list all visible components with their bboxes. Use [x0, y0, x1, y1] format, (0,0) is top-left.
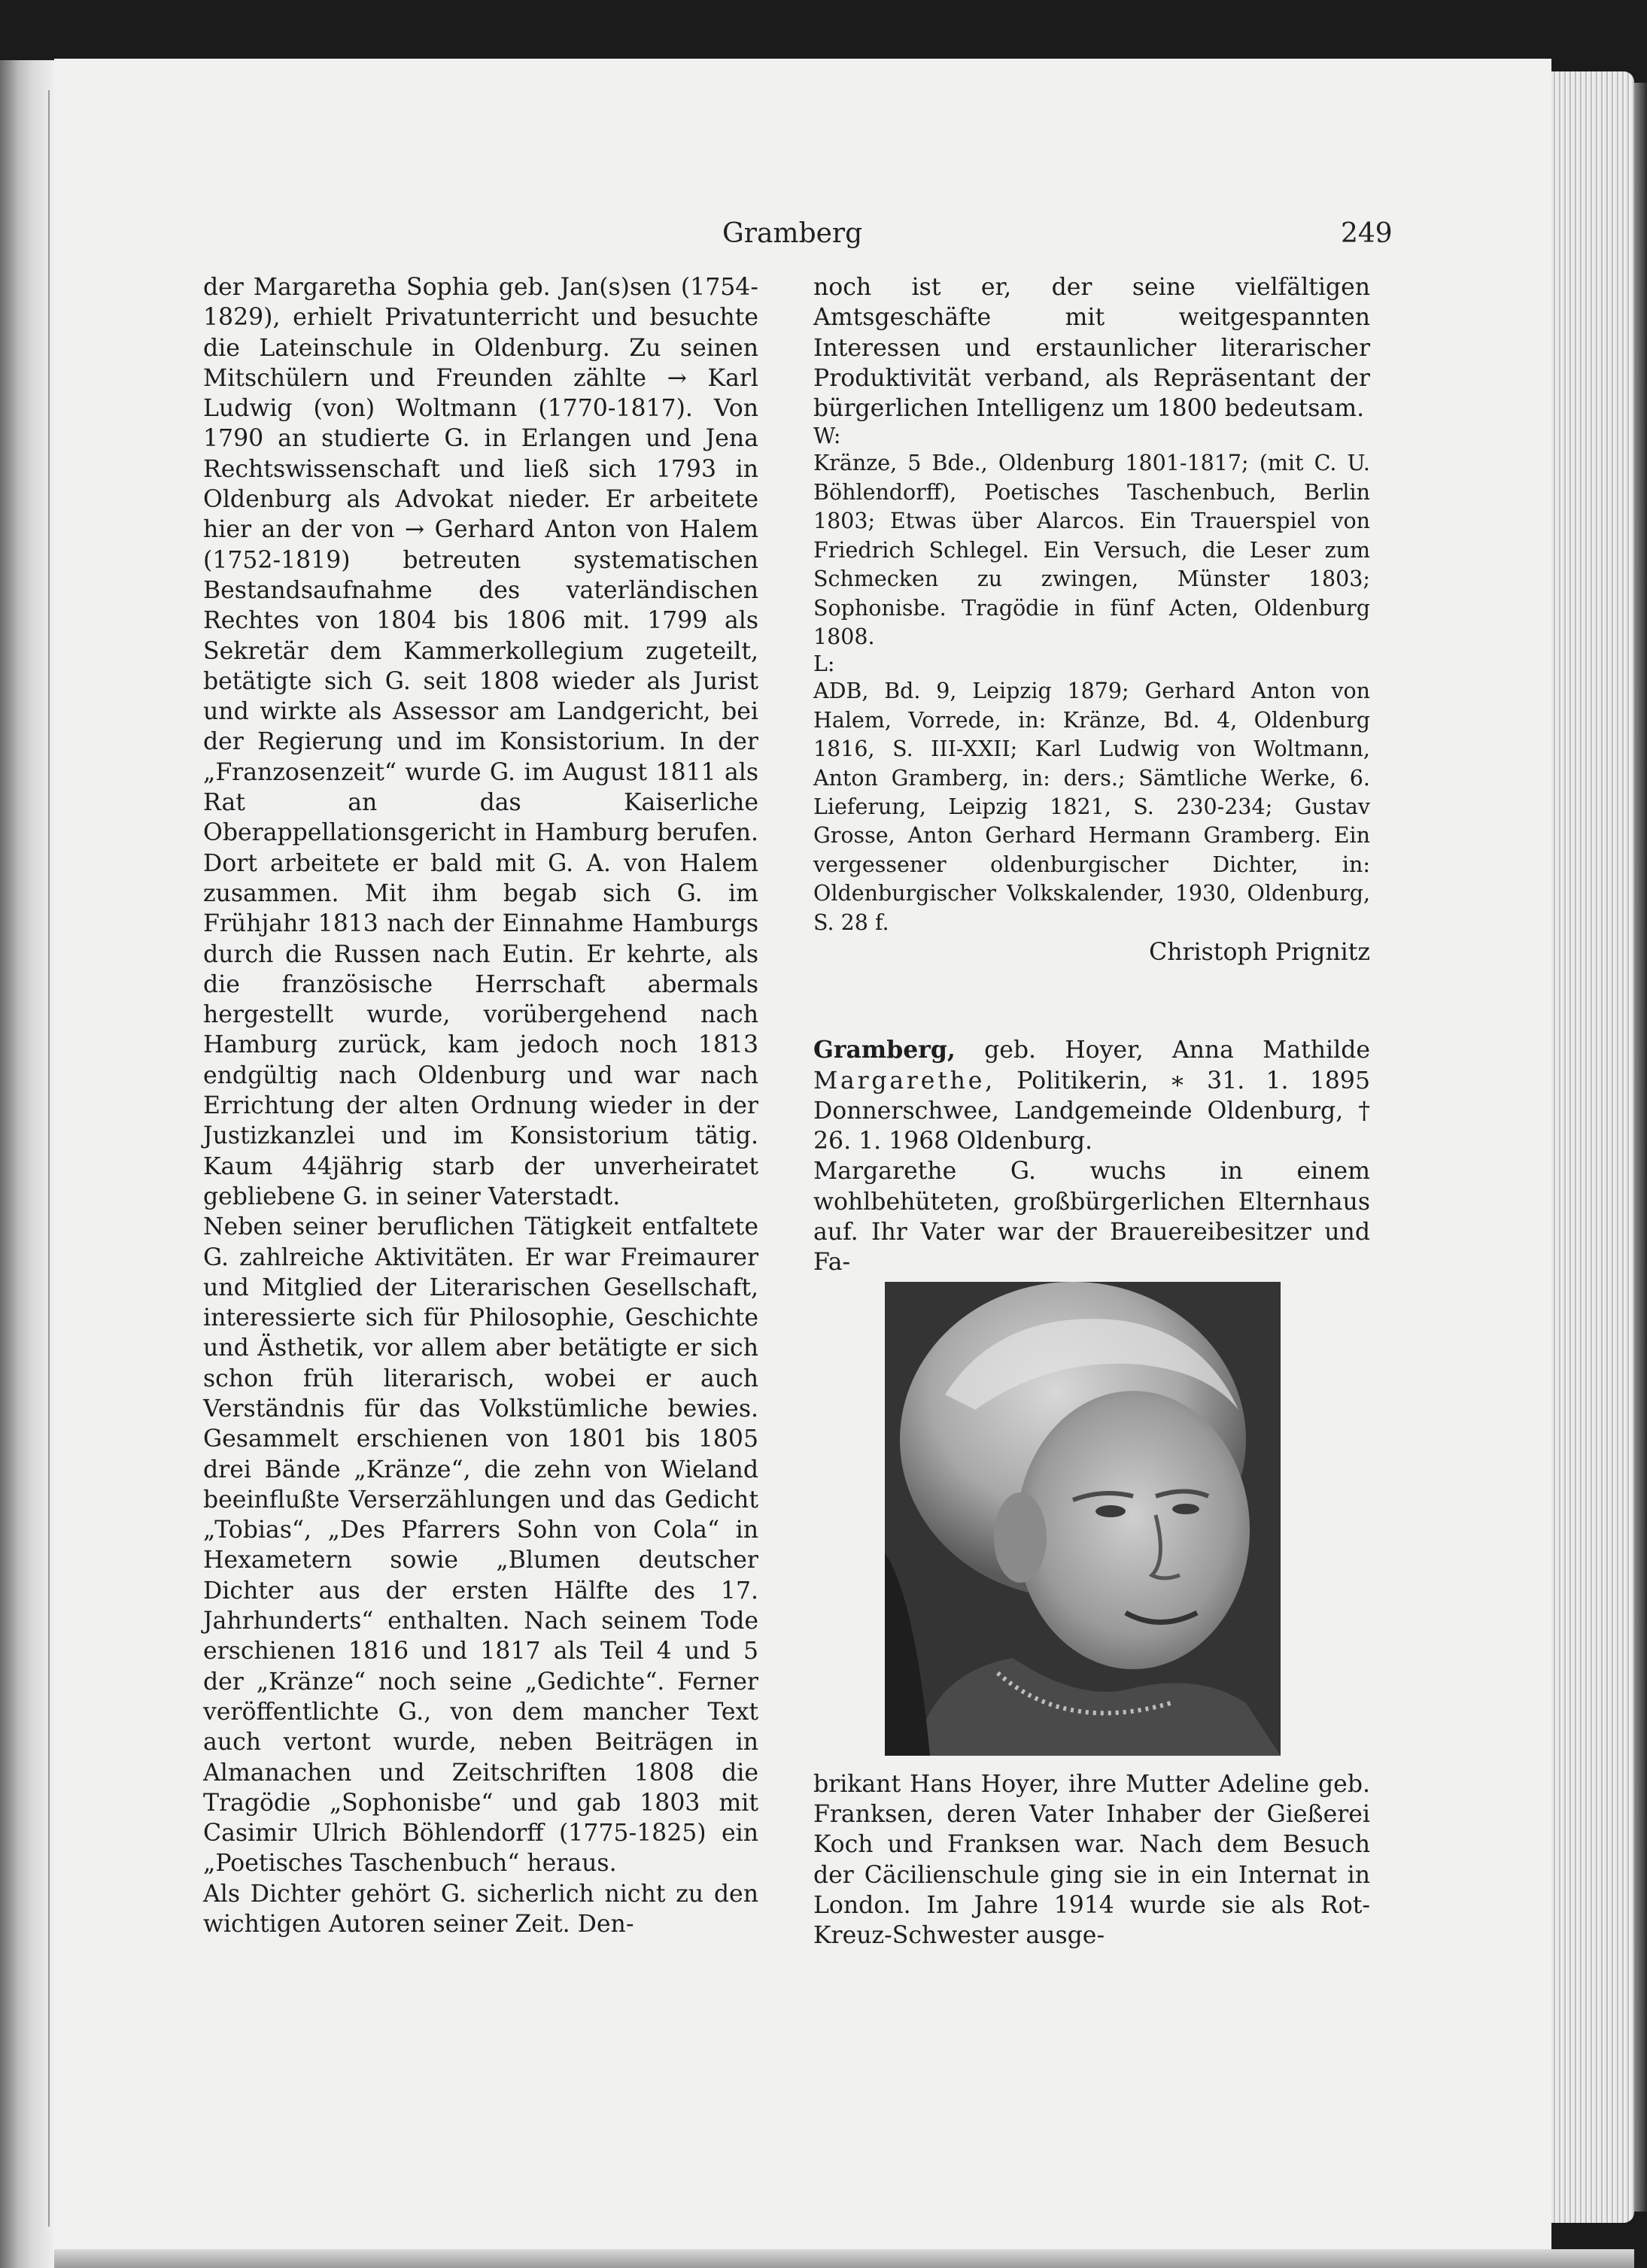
right-intro-paragraph: noch ist er, der seine vielfältigen Amtsgeschäfte mit weitgespannten Interessen und erstaunlicher literarischer Produktivität verband, als Repräsentant der bürgerlichen Intelligenz um 1800 bedeutsam. [813, 274, 1370, 423]
bottom-edge [54, 2249, 1634, 2268]
portrait-photo-slot [813, 1282, 1370, 1763]
portrait-photo [885, 1282, 1281, 1756]
works-label: W: [813, 424, 841, 449]
entry-text-1: Margarethe G. wuchs in einem wohlbehüteten, großbürgerlichen Elternhaus auf. Ihr Vater war der Brauereibesitzer und Fa- [813, 1158, 1370, 1277]
entry-dates: Politikerin, ∗ 31. 1. 1895 Donnerschwee, Landgemeinde Oldenburg, † 26. 1. 1968 Oldenburg. [813, 1067, 1371, 1155]
left-paragraph-3: Als Dichter gehört G. sicherlich nicht zu den wichtigen Autoren seiner Zeit. Den- [203, 1880, 758, 1939]
entry-lemma: Gramberg, [813, 1036, 956, 1064]
left-paragraph-1: der Margaretha Sophia geb. Jan(s)sen (1754-1829), erhielt Privatunterricht und besuchte die Lateinschule in Oldenburg. Zu seinen Mitschülern und Freunden zählte → Karl Ludwig (von) Woltmann (1770-1817). Von 1790 an studierte G. in Erlangen und Jena Rechtswissenschaft und ließ sich 1793 in Oldenburg als Advokat nieder. Er arbeitete hier an der von → Gerhard Anton von Halem (1752-1819) betreuten systematischen Bestandsaufnahme des vaterländischen Rechtes von 1804 bis 1806 mit. 1799 als Sekretär dem Kammerkollegium zugeteilt, betätigte sich G. seit 1808 wieder als Jurist und wirkte als Assessor am Landgericht, bei der Regierung und im Konsistorium. In der „Franzosenzeit“ wurde G. im August 1811 als Rat an das Kaiserliche Oberappellationsgericht in Hamburg berufen. Dort arbeitete er bald mit G. A. von Halem zusammen. Mit ihm begab sich G. im Frühjahr 1813 nach der Einnahme Hamburgs durch die Russen nach Eutin. Er kehrte, als die französische Herrschaft abermals hergestellt wurde, vorübergehend nach Hamburg zurück, kam jedoch noch 1813 endgültig nach Oldenburg und war nach Errichtung der alten Ordnung wieder in der Justizkanzlei und im Konsistorium tätig. Kaum 44jährig starb der unverheiratet gebliebene G. in seiner Vaterstadt. [203, 274, 758, 1210]
left-paragraph-2: Neben seiner beruflichen Tätigkeit entfaltete G. zahlreiche Aktivitäten. Er war Freimaurer und Mitglied der Literarischen Gesellschaft, interessierte sich für Philosophie, Geschichte und Ästhetik, vor allem aber betätigte er sich schon früh literarisch, wobei er auch Verständnis für das Volkstümliche bewies. Gesammelt erschienen von 1801 bis 1805 drei Bände „Kränze“, die zehn von Wieland beeinflußte Verserzählungen und das Gedicht „Tobias“, „Des Pfarrers Sohn von Cola“ in Hexametern sowie „Blumen deutscher Dichter aus der ersten Hälfte des 17. Jahrhunderts“ enthalten. Nach seinem Tode erschienen 1816 und 1817 als Teil 4 und 5 der „Kränze“ noch seine „Gedichte“. Ferner veröffentlichte G., von dem mancher Text auch vertont wurde, neben Beiträgen in Almanachen und Zeitschriften 1808 die Tragödie „Sophonisbe“ und gab 1803 mit Casimir Ulrich Böhlendorff (1775-1825) ein „Poetisches Taschenbuch“ heraus. [203, 1213, 758, 1878]
gutter-shadow [0, 60, 54, 2268]
entry-names: geb. Hoyer, Anna Mathilde [984, 1037, 1371, 1064]
portrait-image [885, 1282, 1281, 1756]
entry-text-2: brikant Hans Hoyer, ihre Mutter Adeline geb. Franksen, deren Vater Inhaber der Gießerei Koch und Franksen war. Nach dem Besuch der Cäcilienschule ging sie in ein Internat in London. Im Jahre 1914 wurde sie als Rot-Kreuz-Schwester ausge- [813, 1770, 1370, 1950]
page-number: 249 [1341, 218, 1393, 249]
gutter-line [48, 90, 50, 2227]
literature-list: ADB, Bd. 9, Leipzig 1879; Gerhard Anton von Halem, Vorrede, in: Kränze, Bd. 4, Oldenburg 1816, S. III-XXII; Karl Ludwig von Woltmann, Anton Gramberg, in: ders.; Sämtliche Werke, 6. Lieferung, Leipzig 1821, S. 230-234; Gustav Grosse, Anton Gerhard Hermann Gramberg. Ein vergessener oldenburgischer Dichter, in: Oldenburgischer Volkskalender, 1930, Oldenburg, S. 28 f. [813, 679, 1370, 935]
author-signature: Christoph Prignitz [1149, 938, 1370, 966]
entry-name-spaced: Margarethe, [813, 1067, 995, 1095]
page-stack-shadow [1634, 83, 1647, 2212]
entry-heading [813, 1035, 1370, 1156]
right-column [813, 272, 1370, 1951]
literature-label: L: [813, 651, 835, 677]
page-stack-edge [1551, 71, 1634, 2223]
left-column [203, 272, 758, 1939]
running-head-title: Gramberg [722, 218, 863, 249]
entry-separator [813, 967, 1370, 1035]
works-list: Kränze, 5 Bde., Oldenburg 1801-1817; (mit C. U. Böhlendorff), Poetisches Taschenbuch, Berlin 1803; Etwas über Alarcos. Ein Trauerspiel von Friedrich Schlegel. Ein Versuch, die Leser zum Schmecken zu zwingen, Münster 1803; Sophonisbe. Tragödie in fünf Acten, Oldenburg 1808. [813, 451, 1370, 649]
